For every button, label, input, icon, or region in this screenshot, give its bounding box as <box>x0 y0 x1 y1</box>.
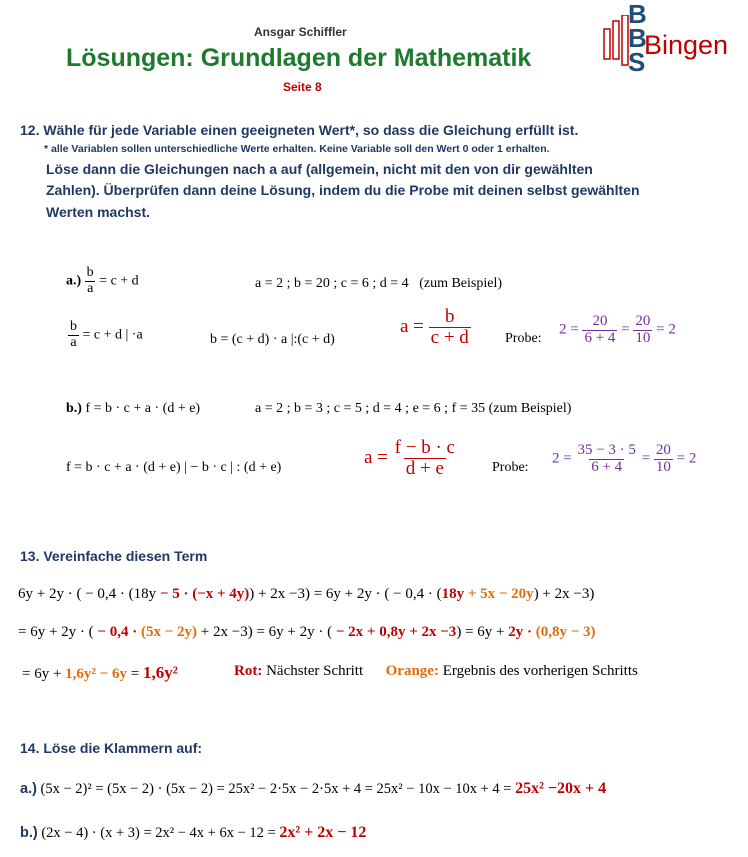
q12a-result-fraction <box>429 307 471 348</box>
q12b-values: a = 2 ; b = 3 ; c = 5 ; d = 4 ; e = 6 ; f = 35 (zum Beispiel) <box>255 401 572 416</box>
q12-instr-3: Werten machst. <box>46 204 150 220</box>
q12a-frac-num: b <box>86 265 94 280</box>
q12-note: * alle Variablen sollen unterschiedliche Werte erhalten. Keine Variable soll den Wert 0 oder 1 erhalten. <box>44 143 550 155</box>
q12a-probe-den1: 6 + 4 <box>584 329 616 346</box>
q14b-text: (2x − 4) · (x + 3) = 2x² − 4x + 6x − 12 = <box>41 825 280 841</box>
q13-legend-orange-text: Ergebnis des vorherigen Schritts <box>438 663 638 679</box>
q13-l3-p3: = <box>126 666 143 682</box>
q14-heading: 14. Löse die Klammern auf: <box>20 740 203 756</box>
q12b-result-den: d + e <box>405 457 444 479</box>
q13-legend <box>234 663 638 680</box>
q12b-result-num: f − b · c <box>394 437 455 458</box>
q12b-probe-rhs: = 2 <box>676 450 697 467</box>
q12b-result-lhs: a = <box>364 446 388 468</box>
q12b-label: b.) <box>66 401 82 416</box>
q12a-result-lhs: a = <box>400 315 424 337</box>
q12a-example: (zum Beispiel) <box>419 276 502 291</box>
logo-letter-s: S <box>628 47 646 77</box>
q13-l3-p2: 1,6y² − 6y <box>65 666 127 682</box>
q12a-step2: b = (c + d) · a |:(c + d) <box>210 332 335 347</box>
q12a-probe-label: Probe: <box>505 331 542 346</box>
q12a-result <box>400 307 471 348</box>
q13-l3-p4: 1,6y² <box>142 663 178 682</box>
q12b-probe-den2: 10 <box>655 458 671 475</box>
q12a-fraction <box>85 266 96 296</box>
q12a-values <box>255 276 502 292</box>
q12-number: 12. <box>20 122 40 138</box>
q13-l1-p3: ) + 2x −3) = 6y + 2y · ( − 0,4 · ( <box>249 586 442 602</box>
q12b-result-fraction <box>393 438 457 479</box>
q12a-probe-lhs: 2 = <box>559 321 579 338</box>
q13-l1-p1: 6y + 2y · ( − 0,4 · (18y <box>18 586 160 602</box>
q12b-step: f = b · c + a · (d + e) | − b · c | : (d + e) <box>66 460 282 475</box>
q13-legend-red-text: Nächster Schritt <box>262 663 364 679</box>
q12a-probe-den2: 10 <box>635 329 651 346</box>
q12b-probe-frac2 <box>654 443 673 476</box>
q12b-probe-num1: 35 − 3 · 5 <box>577 442 636 458</box>
q13-l1-p5: + 5x − 20y <box>464 586 534 602</box>
q13-line3 <box>22 663 178 683</box>
q12b-probe-lhs: 2 = <box>552 450 572 467</box>
logo-letter-b1: B <box>628 0 647 29</box>
q13-heading: 13. Vereinfache diesen Term <box>20 548 208 564</box>
q12b-probe-frac1 <box>575 443 637 476</box>
q14a-text: (5x − 2)² = (5x − 2) · (5x − 2) = 25x² − 2·5x − 2·5x + 4 = 25x² − 10x − 10x + 4 = <box>40 781 516 797</box>
q13-legend-red: Rot: <box>234 663 263 679</box>
q12a-probe-rhs: = 2 <box>656 321 676 338</box>
q13-l2-p1: = 6y + 2y · ( <box>18 624 98 640</box>
q14a-result: 25x² −20x + 4 <box>515 780 607 797</box>
q12a-result-num: b <box>444 306 455 327</box>
q12a-probe-num2: 20 <box>635 313 651 329</box>
q12-instr-2: Zahlen). Überprüfen dann deine Lösung, indem du die Probe mit deinen selbst gewählten <box>46 182 640 198</box>
q14b <box>20 824 366 842</box>
q13-l1-p6: ) + 2x −3) <box>533 586 595 602</box>
page-title: Lösungen: Grundlagen der Mathematik <box>66 44 532 72</box>
bbs-bingen-logo <box>600 0 740 83</box>
q12b-probe-den1: 6 + 4 <box>591 458 623 475</box>
q14a-label: a.) <box>20 781 37 797</box>
q12b-probe <box>552 443 696 476</box>
q12b-equation-text: f = b · c + a · (d + e) <box>85 401 201 416</box>
q12a-probe-frac2 <box>633 314 652 347</box>
q12a-step1 <box>68 320 143 350</box>
q14b-label: b.) <box>20 825 38 841</box>
q12b-result <box>364 438 457 479</box>
q13-l2-p7: 2y · <box>508 624 536 640</box>
q12a-probe <box>559 314 676 347</box>
q12a-step-fraction <box>68 320 79 350</box>
q12a-frac-den: a <box>87 280 94 296</box>
q13-l2-p4: + 2x −3) = 6y + 2y · ( <box>197 624 336 640</box>
q12a-rhs: = c + d <box>99 273 139 289</box>
q12a-result-den: c + d <box>430 326 469 348</box>
q13-l2-p3: (5x − 2y) <box>140 624 198 640</box>
q13-l2-p2: − 0,4 · <box>97 624 141 640</box>
q12b-probe-num2: 20 <box>655 442 671 458</box>
q12-task-text: Wähle für jede Variable einen geeigneten Wert*, so dass die Gleichung erfüllt ist. <box>43 122 579 138</box>
q13-l1-p4: 18y <box>441 586 465 602</box>
q13-l2-p8: (0,8y − 3) <box>535 624 596 640</box>
q12a-label: a.) <box>66 273 82 289</box>
q14b-result: 2x² + 2x − 12 <box>279 824 367 841</box>
q12a-step-den: a <box>70 334 77 350</box>
q13-l3-p1: = 6y + <box>22 666 66 682</box>
q12a-probe-num1: 20 <box>592 313 608 329</box>
q12a-values-text: a = 2 ; b = 20 ; c = 6 ; d = 4 <box>255 276 409 291</box>
q12a-probe-frac1 <box>582 314 617 347</box>
q12a-step-num: b <box>70 319 77 334</box>
logo-word: Bingen <box>644 30 729 60</box>
q12b-probe-label: Probe: <box>492 460 529 475</box>
q12a-equation <box>66 266 139 296</box>
q13-line1 <box>18 586 594 603</box>
q12b-equation <box>66 401 200 417</box>
author: Ansgar Schiffler <box>254 25 347 39</box>
q13-l1-p2: − 5 · (−x + 4y) <box>159 586 250 602</box>
q12a-probe-eq: = <box>621 321 630 338</box>
logo-letter-b2: B <box>628 23 647 53</box>
q13-l2-p6: ) = 6y + <box>456 624 509 640</box>
q13-line2 <box>18 624 596 641</box>
q14a <box>20 780 606 798</box>
q13-l2-p5: − 2x + 0,8y + 2x −3 <box>335 624 457 640</box>
q12-task <box>20 122 578 138</box>
q13-legend-orange: Orange: <box>385 663 439 679</box>
q12-instr-1: Löse dann die Gleichungen nach a auf (allgemein, nicht mit den von dir gewählten <box>46 161 593 177</box>
q12b-probe-eq: = <box>641 450 651 467</box>
page-number: Seite 8 <box>283 80 322 94</box>
q12a-step-rest: = c + d | ·a <box>82 327 143 343</box>
